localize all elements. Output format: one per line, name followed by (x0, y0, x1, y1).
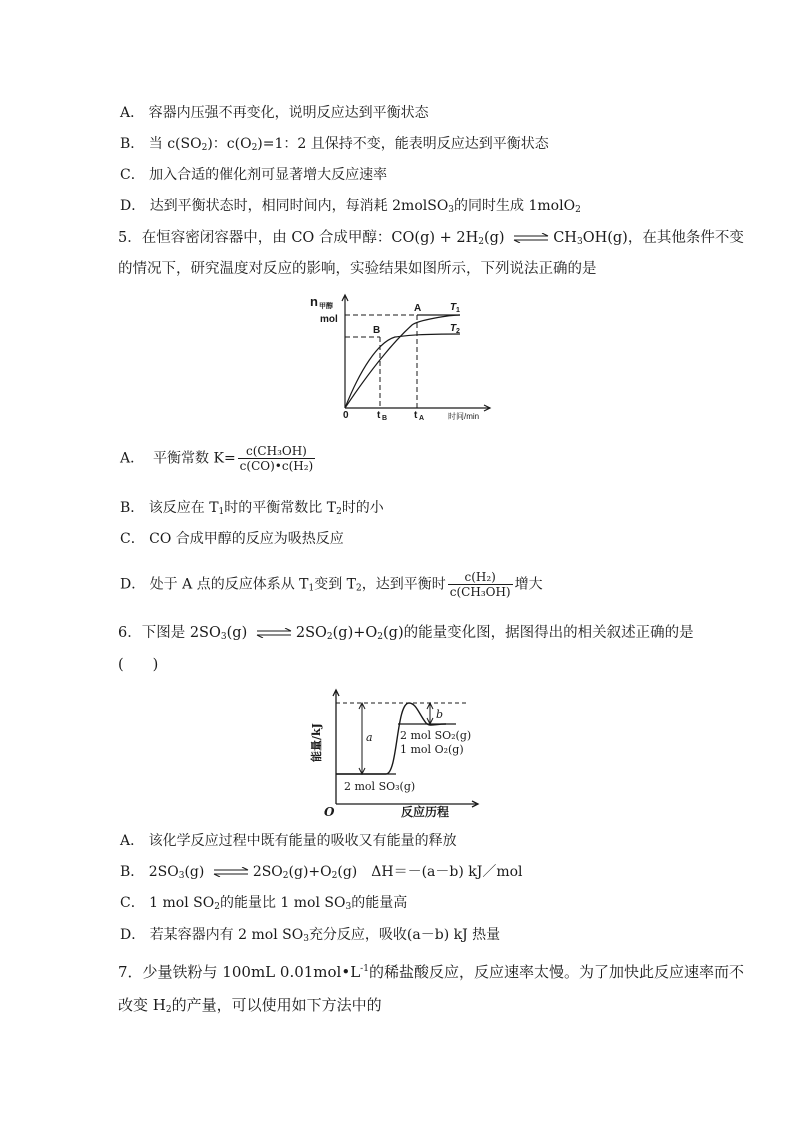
y-unit: mol (320, 314, 338, 325)
q4-option-d: D． 达到平衡状态时，相同时间内，每消耗 2molSO$_3$的同时生成 1molO$_2$ (120, 198, 581, 215)
curve-t1 (345, 315, 460, 408)
q4-option-b: B． 当 $c(SO_2)$：$c(O_2)=1$：2 且保持不变，能表明反应达到平衡状态 (120, 136, 549, 153)
tb-sub: B (382, 415, 388, 420)
q5-option-a: A． 平衡常数 K= $\frac{\text{c(CH₃OH)}}{\text{c(CO)•c(H₂)}}$ (120, 444, 314, 473)
q6-option-a: A． 该化学反应过程中既有能量的吸收又有能量的释放 (120, 833, 457, 849)
q6-stem-line1: 6．下图是 $2SO_3(g)$ $2SO_2(g)+O_2(g)$的能量变化图，据图得出的相关叙述正确的是 (118, 625, 694, 642)
origin-label: 0 (343, 410, 349, 420)
y-label-n: n (310, 294, 318, 309)
q6-energy-diagram (306, 686, 486, 820)
point-b: B (373, 325, 381, 336)
product-label-1: 2 mol SO₂(g) (400, 729, 472, 742)
q6-option-b: B． $2SO_3(g)$ $2SO_2(g)+O_2(g)$ ΔH＝－(a－b) kJ／mol (120, 864, 523, 881)
q7-stem-line2: 改变 $H_2$的产量，可以使用如下方法中的 (118, 996, 382, 1015)
fraction: $\frac{\text{c(CH₃OH)}}{\text{c(CO)•c(H₂)}}$ (239, 444, 314, 473)
ta-sub: A (419, 415, 425, 420)
q6-option-d: D． 若某容器内有 2 mol $SO_3$充分反应，吸收(a－b) kJ 热量 (120, 927, 501, 944)
svg-text:2: 2 (456, 328, 460, 335)
q5-methanol-graph (300, 290, 500, 420)
svg-text:1: 1 (456, 307, 460, 314)
q6-option-c: C． 1 mol $SO_2$的能量比 1 mol $SO_3$的能量高 (120, 895, 408, 912)
x-label: 时间/min (448, 412, 480, 420)
q5-stem-line2: 的情况下，研究温度对反应的影响，实验结果如图所示，下列说法正确的是 (118, 261, 597, 277)
product-label-2: 1 mol O₂(g) (400, 743, 464, 756)
q5-option-b: B． 该反应在 $T_1$时的平衡常数比 $T_2$时的小 (120, 500, 384, 517)
equilibrium-arrow-icon (255, 628, 293, 638)
y-label-sub: 甲醇 (319, 303, 333, 310)
reactant-label: 2 mol SO₃(g) (344, 780, 416, 793)
q5-option-d: D． 处于 A 点的反应体系从 $T_1$变到 $T_2$，达到平衡时 $\frac{\text{c(H₂)}}{\text{c(CH₃OH)}}$ 增大 (120, 570, 543, 599)
q7-stem-line1: 7．少量铁粉与 100mL $0.01mol•L^{-1}$的稀盐酸反应，反应速率太慢。为了加快此反应速率而不 (118, 963, 744, 981)
origin-label: O (324, 805, 335, 819)
q4-option-c: C． 加入合适的催化剂可显著增大反应速率 (120, 167, 388, 183)
x-label: 反应历程 (401, 805, 450, 819)
curve-t1-label: T (450, 302, 457, 313)
fraction: $\frac{\text{c(H₂)}}{\text{c(CH₃OH)}}$ (449, 570, 511, 599)
curve-t2-label: T (450, 323, 457, 334)
equilibrium-arrow-icon (212, 867, 250, 877)
q4-option-a: A． 容器内压强不再变化，说明反应达到平衡状态 (120, 105, 429, 121)
b-label: b (436, 708, 444, 721)
point-a: A (414, 303, 422, 314)
q5-option-c: C． CO 合成甲醇的反应为吸热反应 (120, 531, 344, 547)
q6-stem-line2: ( ) (118, 657, 159, 673)
a-label: a (366, 731, 373, 744)
q5-stem-line1: 5．在恒容密闭容器中，由 CO 合成甲醇：$CO(g) + 2H_2(g)$ $CH_3OH(g)$，在其他条件不变 (118, 230, 744, 247)
curve-t2 (345, 334, 460, 408)
ta-label: t (414, 410, 418, 420)
equilibrium-arrow-icon (512, 233, 550, 243)
tb-label: t (377, 410, 381, 420)
y-label: 能量/kJ (310, 723, 323, 762)
